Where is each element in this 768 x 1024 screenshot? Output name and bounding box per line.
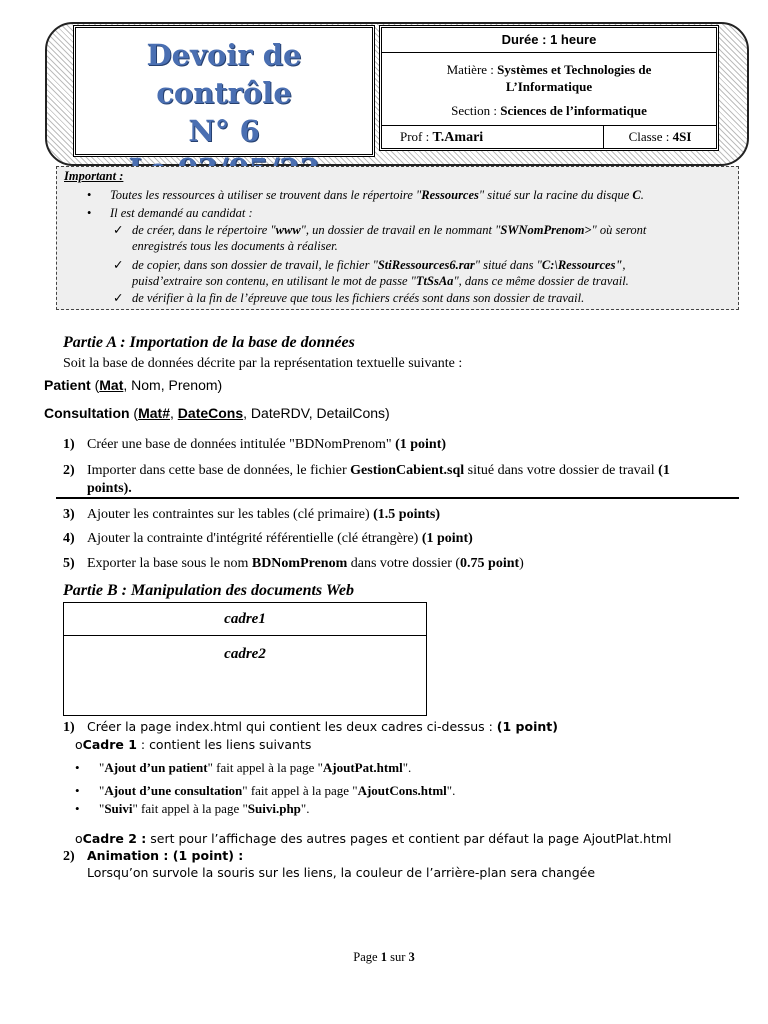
- link-item: • "Suivi" fait appel à la page "Suivi.php".: [75, 801, 310, 816]
- bullet-icon: •: [75, 801, 80, 816]
- frame-cadre1: cadre1: [64, 603, 426, 636]
- link-item: • "Ajout d’une consultation" fait appel à la page "AjoutCons.html".: [75, 783, 456, 798]
- question-a1: 1) Créer une base de données intitulée "BDNomPrenom" (1 point): [63, 437, 447, 452]
- exam-title: Devoir de contrôle: [146, 38, 302, 110]
- cadre1-description: oCadre 1 : contient les liens suivants: [75, 737, 312, 752]
- instruction-step: de vérifier à la fin de l’épreuve que tous les fichiers créés sont dans son dossier de travail.: [132, 291, 585, 305]
- instruction-step: de créer, dans le répertoire "www", un dossier de travail en le nommant "SWNomPrenom>" où seront enregistrés tous les documents à réaliser.: [132, 223, 647, 253]
- duration: Durée : 1 heure: [382, 28, 716, 53]
- professor: Prof : T.Amari: [382, 126, 604, 148]
- class: Classe : 4SI: [628, 129, 692, 144]
- instruction-bullet: • Toutes les ressources à utiliser se trouvent dans le répertoire "Ressources" situé sur la racine du disque C.: [87, 188, 644, 202]
- section: Section : Sciences de l’informatique: [451, 103, 647, 118]
- circle-bullet-icon: o: [75, 737, 83, 752]
- question-b2: 2) Animation : (1 point) :: [63, 848, 244, 864]
- bullet-icon: •: [87, 206, 92, 220]
- cadre2-description: oCadre 2 : sert pour l’affichage des autres pages et contient par défaut la page AjoutPlat.html: [75, 831, 672, 846]
- checkmark-icon: ✓: [113, 258, 124, 272]
- title-box: [73, 25, 375, 157]
- important-title: Important :: [64, 169, 124, 183]
- bullet-icon: •: [75, 760, 80, 775]
- bullet-icon: •: [87, 188, 92, 202]
- exam-number: N° 6: [188, 114, 260, 148]
- question-a5: 5) Exporter la base sous le nom BDNomPrenom dans votre dossier (0.75 point): [63, 556, 524, 571]
- question-b2-text: Lorsqu’on survole la souris sur les liens, la couleur de l’arrière-plan sera changée: [87, 865, 596, 880]
- frames-diagram: [63, 602, 427, 716]
- part-a-intro: Soit la base de données décrite par la représentation textuelle suivante :: [63, 356, 463, 371]
- question-b1: 1) Créer la page index.html qui contient les deux cadres ci-dessus : (1 point): [63, 719, 558, 735]
- question-a4: 4) Ajouter la contrainte d'intégrité référentielle (clé étrangère) (1 point): [63, 531, 473, 546]
- page-number: Page 1 sur 3: [353, 950, 415, 964]
- question-a3: 3) Ajouter les contraintes sur les tables (clé primaire) (1.5 points): [63, 507, 441, 522]
- instruction-bullet: • Il est demandé au candidat :: [87, 206, 253, 220]
- subject: Matière : Systèmes et Technologies de L’Informatique: [446, 62, 652, 94]
- important-box: [56, 166, 739, 310]
- divider-line: [56, 497, 739, 499]
- schema-patient: Patient (Mat, Nom, Prenom): [44, 377, 223, 393]
- info-box: [379, 25, 719, 151]
- instruction-step: de copier, dans son dossier de travail, le fichier "StiRessources6.rar" situé dans "C:\Ressources", puisd’extraire son contenu, en utilisant le mot de passe "TtSsAa", dans ce même dossier de travail.: [132, 258, 629, 288]
- checkmark-icon: ✓: [113, 291, 124, 305]
- bullet-icon: •: [75, 783, 80, 798]
- schema-consultation: Consultation (Mat#, DateCons, DateRDV, DetailCons): [44, 405, 390, 421]
- link-item: • "Ajout d’un patient" fait appel à la page "AjoutPat.html".: [75, 760, 412, 775]
- circle-bullet-icon: o: [75, 831, 83, 846]
- question-a2: 2) Importer dans cette base de données, le fichier GestionCabient.sql situé dans votre dossier de travail (1 points).: [63, 463, 670, 496]
- part-a-title: Partie A : Importation de la base de données: [63, 334, 355, 351]
- subject-section: [382, 53, 716, 126]
- frame-cadre2: cadre2: [224, 646, 266, 662]
- part-b-title: Partie B : Manipulation des documents Web: [63, 582, 354, 599]
- checkmark-icon: ✓: [113, 223, 124, 237]
- prof-classe-row: [382, 126, 716, 148]
